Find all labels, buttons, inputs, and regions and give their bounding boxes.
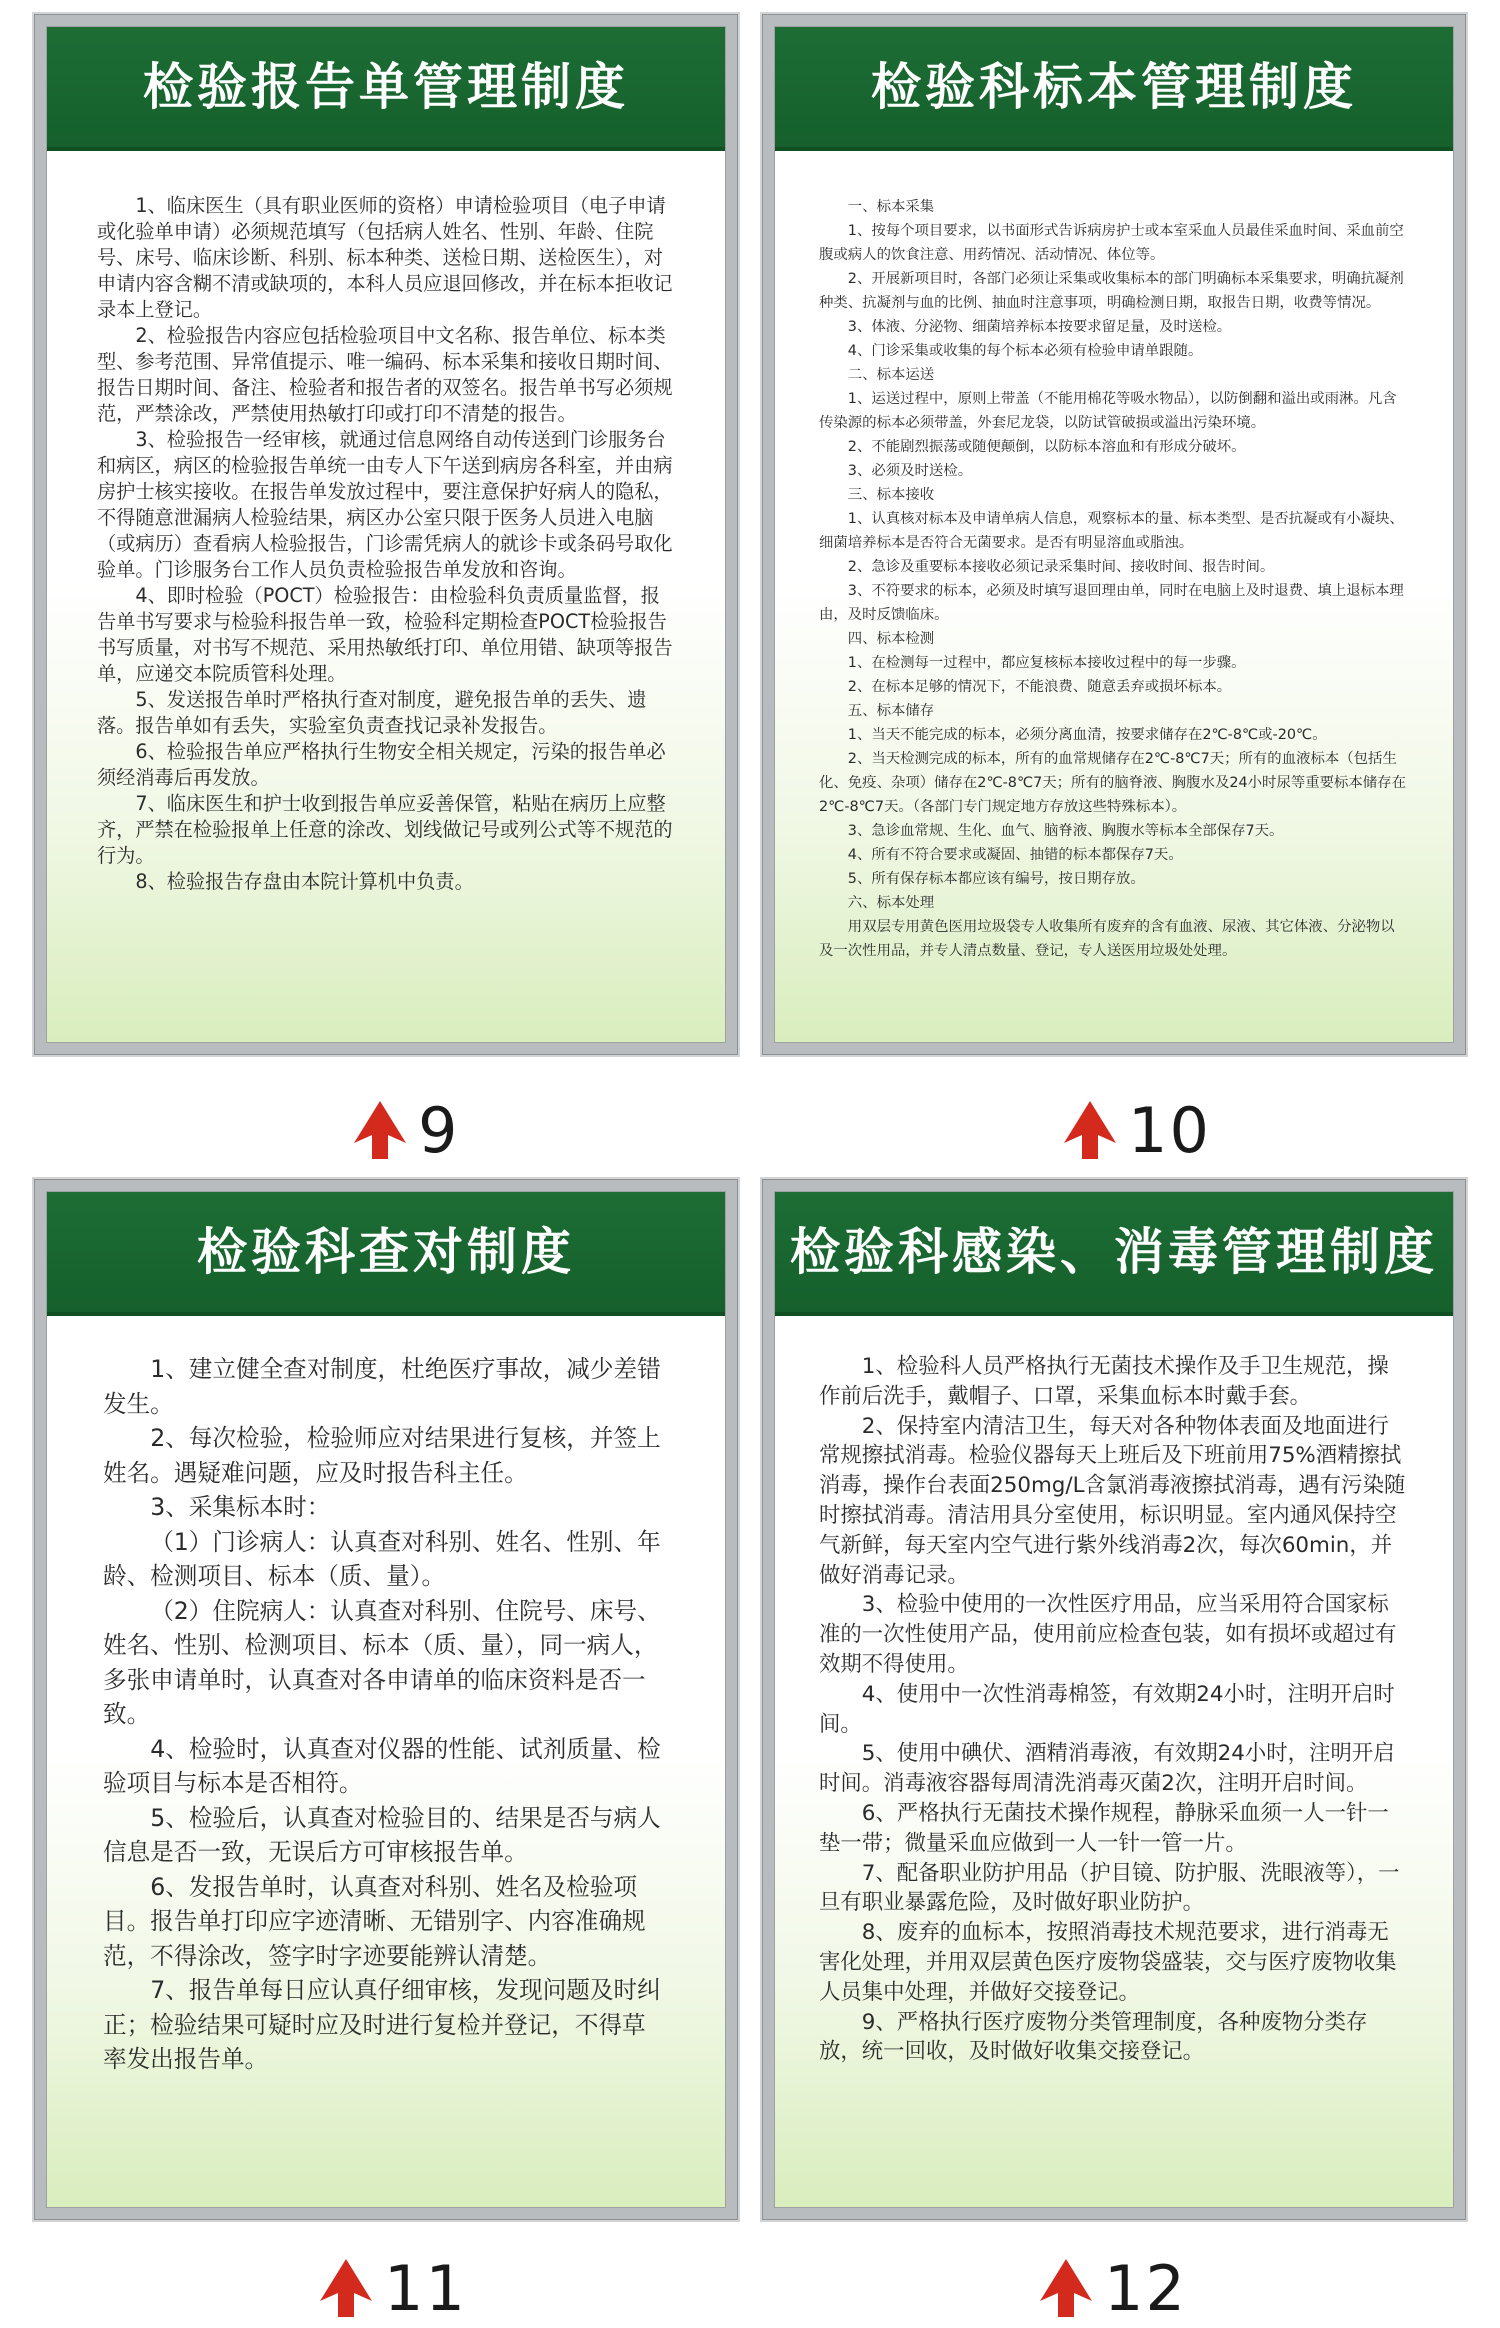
up-arrow-icon [1062,1099,1118,1161]
signboard-specimen-management [760,12,1468,1057]
signboard-panel [46,1191,726,2208]
rule-paragraph: （2）住院病人：认真查对科别、住院号、床号、姓名、性别、检测项目、标本（质、量），同一病人，多张申请单时，认真查对各申请单的临床资料是否一致。 [103,1596,661,1728]
rule-paragraph: 2、保持室内清洁卫生，每天对各种物体表面及地面进行常规擦拭消毒。检验仪器每天上班后及下班前用75%酒精擦拭消毒，操作台表面250mg/L含氯消毒液擦拭消毒，遇有污染随时擦拭消毒。清洁用具分室使用，标识明显。室内通风保持空气新鲜，每天室内空气进行紫外线消毒2次，每次60min，并做好消毒记录。 [819,1413,1406,1588]
rule-paragraph: 1、建立健全查对制度，杜绝医疗事故，减少差错发生。 [103,1355,661,1418]
board-number-tag [352,1090,459,1170]
rule-paragraph: 3、必须及时送检。 [847,463,973,479]
rule-paragraph: 4、即时检验（POCT）检验报告：由检验科负责质量监督，报告单书写要求与检验科报告单一致，检验科定期检查POCT检验报告书写质量，对书写不规范、采用热敏纸打印、单位用错、缺项等报告单，应递交本院质管科处理。 [97,584,673,685]
signboard-verification [32,1177,740,2222]
rule-paragraph: 1、检验科人员严格执行无菌技术操作及手卫生规范，操作前后洗手，戴帽子、口罩，采集血标本时戴手套。 [819,1354,1389,1409]
up-arrow-icon [1038,2257,1094,2319]
rule-paragraph: 2、检验报告内容应包括检验项目中文名称、报告单位、标本类型、参考范围、异常值提示、唯一编码、标本采集和接收日期时间、报告日期时间、备注、检验者和报告者的双签名。报告单书写必须规范，严禁涂改，严禁使用热敏打印或打印不清楚的报告。 [97,324,673,425]
signboard-infection-disinfection [760,1177,1468,2222]
rule-paragraph: 5、发送报告单时严格执行查对制度，避免报告单的丢失、遗落。报告单如有丢失，实验室负责查找记录补发报告。 [97,688,647,737]
up-arrow-icon [318,2257,374,2319]
signboard-report-management [32,12,740,1057]
rule-paragraph: 3、体液、分泌物、细菌培养标本按要求留足量，及时送检。 [847,319,1232,335]
rule-paragraph: 3、采集标本时： [150,1493,331,1521]
rule-paragraph: 9、严格执行医疗废物分类管理制度，各种废物分类存放，统一回收，及时做好收集交接登记。 [819,2009,1368,2065]
board-title: 检验科标本管理制度 [871,58,1357,116]
board-number: 11 [384,2251,467,2325]
rule-paragraph: 1、按每个项目要求，以书面形式告诉病房护士或本室采血人员最佳采血时间、采血前空腹或病人的饮食注意、用药情况、活动情况、体位等。 [819,223,1404,263]
rule-paragraph: 6、检验报告单应严格执行生物安全相关规定，污染的报告单必须经消毒后再发放。 [97,740,666,789]
rule-paragraph: 四、标本检测 [847,631,935,647]
board-number: 9 [418,1093,460,1167]
board-title: 检验科感染、消毒管理制度 [790,1223,1438,1281]
board-number-tag [318,2248,467,2328]
rule-paragraph: 7、报告单每日应认真仔细审核，发现问题及时纠正；检验结果可疑时应及时进行复检并登记，不得草率发出报告单。 [103,1976,661,2073]
rule-paragraph: 3、不符要求的标本，必须及时填写退回理由单，同时在电脑上及时退费、填上退标本理由，及时反馈临床。 [819,583,1404,623]
rule-paragraph: 1、当天不能完成的标本，必须分离血清，按要求储存在2℃-8℃或-20℃。 [847,727,1327,743]
rule-paragraph: 五、标本储存 [847,703,935,719]
rule-paragraph: 用双层专用黄色医用垃圾袋专人收集所有废弃的含有血液、尿液、其它体液、分泌物以及一次性用品，并专人清点数量、登记，专人送医用垃圾处处理。 [819,919,1395,959]
rule-paragraph: 六、标本处理 [847,895,935,911]
up-arrow-icon [352,1099,408,1161]
board-number-tag [1038,2248,1187,2328]
rule-paragraph: 8、检验报告存盘由本院计算机中负责。 [135,870,474,893]
rule-paragraph: 三、标本接收 [847,487,935,503]
board-number: 12 [1104,2251,1187,2325]
rule-paragraph: 二、标本运送 [847,367,935,383]
rule-paragraph: 8、废弃的血标本，按照消毒技术规范要求，进行消毒无害化处理，并用双层黄色医疗废物袋盛装，交与医疗废物收集人员集中处理，并做好交接登记。 [819,1920,1397,2005]
signboard-panel [774,1191,1454,2208]
rule-paragraph: 7、临床医生和护士收到报告单应妥善保管，粘贴在病历上应整齐，严禁在检验报单上任意的涂改、划线做记号或列公式等不规范的行为。 [97,792,673,867]
rule-paragraph: 2、开展新项目时，各部门必须让采集或收集标本的部门明确标本采集要求，明确抗凝剂种类、抗凝剂与血的比例、抽血时注意事项，明确检测日期，取报告日期，收费等情况。 [819,271,1404,311]
rule-paragraph: 4、检验时，认真查对仪器的性能、试剂质量、检验项目与标本是否相符。 [103,1734,661,1797]
rule-paragraph: 4、所有不符合要求或凝固、抽错的标本都保存7天。 [847,847,1183,863]
rule-paragraph: 2、不能剧烈振荡或随便颠倒，以防标本溶血和有形成分破坏。 [847,439,1246,455]
board-body [819,1352,1409,2067]
rule-paragraph: 2、急诊及重要标本接收必须记录采集时间、接收时间、报告时间。 [847,559,1275,575]
rule-paragraph: 1、临床医生（具有职业医师的资格）申请检验项目（电子申请或化验单申请）必须规范填写（包括病人姓名、性别、年龄、住院号、床号、临床诊断、科别、标本种类、送检日期、送检医生），对申请内容含糊不清或缺项的，本科人员应退回修改，并在标本拒收记录本上登记。 [97,194,673,321]
board-body [819,195,1409,963]
rule-paragraph: 1、运送过程中，原则上带盖（不能用棉花等吸水物品），以防倒翻和溢出或雨淋。凡含传染源的标本必须带盖，外套尼龙袋，以防试管破损或溢出污染环境。 [819,391,1397,431]
board-number: 10 [1128,1093,1211,1167]
rule-paragraph: 3、检验报告一经审核，就通过信息网络自动传送到门诊服务台和病区，病区的检验报告单统一由专人下午送到病房各科室，并由病房护士核实接收。在报告单发放过程中，要注意保护好病人的隐私，不得随意泄漏病人检验结果，病区办公室只限于医务人员进入电脑（或病历）查看病人检验报告，门诊需凭病人的就诊卡或条码号取化验单。门诊服务台工作人员负责检验报告单发放和咨询。 [97,428,673,581]
signboard-panel [774,26,1454,1043]
rule-paragraph: 5、使用中碘伏、酒精消毒液，有效期24小时，注明开启时间。消毒液容器每周清洗消毒灭菌2次，注明开启时间。 [819,1741,1395,1797]
signboard-panel [46,26,726,1043]
rule-paragraph: 1、在检测每一过程中，都应复核标本接收过程中的每一步骤。 [847,655,1246,671]
rule-paragraph: 3、检验中使用的一次性医疗用品，应当采用符合国家标准的一次性使用产品，使用前应检查包装，如有损坏或超过有效期不得使用。 [819,1592,1397,1677]
rule-paragraph: 5、检验后，认真查对检验目的、结果是否与病人信息是否一致，无误后方可审核报告单。 [103,1803,661,1866]
rule-paragraph: 1、认真核对标本及申请单病人信息，观察标本的量、标本类型、是否抗凝或有小凝块、细菌培养标本是否符合无菌要求。是否有明显溶血或脂浊。 [819,511,1404,551]
board-body [97,193,675,895]
rule-paragraph: 2、当天检测完成的标本，所有的血常规储存在2℃-8℃7天；所有的血液标本（包括生化、免疫、杂项）储存在2℃-8℃7天；所有的脑脊液、胸腹水及24小时尿等重要标本储存在2℃-8℃7天。（各部门专门规定地方存放这些特殊标本）。 [819,751,1406,815]
rule-paragraph: 2、在标本足够的情况下，不能浪费、随意丢弃或损坏标本。 [847,679,1232,695]
rule-paragraph: （1）门诊病人：认真查对科别、姓名、性别、年龄、检测项目、标本（质、量）。 [103,1527,661,1590]
board-body [103,1352,669,2077]
rule-paragraph: 5、所有保存标本都应该有编号，按日期存放。 [847,871,1145,887]
board-title: 检验科查对制度 [197,1223,575,1281]
rule-paragraph: 7、配备职业防护用品（护目镜、防护服、洗眼液等），一旦有职业暴露危险，及时做好职业防护。 [819,1860,1400,1916]
rule-paragraph: 一、标本采集 [847,199,935,215]
board-title: 检验报告单管理制度 [143,58,629,116]
rule-paragraph: 6、严格执行无菌技术操作规程，静脉采血须一人一针一垫一带；微量采血应做到一人一针一管一片。 [819,1800,1389,1856]
rule-paragraph: 6、发报告单时，认真查对科别、姓名及检验项目。报告单打印应字迹清晰、无错别字、内容准确规范，不得涂改，签字时字迹要能辨认清楚。 [103,1872,646,1970]
rule-paragraph: 3、急诊血常规、生化、血气、脑脊液、胸腹水等标本全部保存7天。 [847,823,1284,839]
rule-paragraph: 2、每次检验，检验师应对结果进行复核，并签上姓名。遇疑难问题，应及时报告科主任。 [103,1424,661,1487]
board-number-tag [1062,1090,1211,1170]
rule-paragraph: 4、门诊采集或收集的每个标本必须有检验申请单跟随。 [847,343,1203,359]
rule-paragraph: 4、使用中一次性消毒棉签，有效期24小时，注明开启时间。 [819,1681,1395,1737]
